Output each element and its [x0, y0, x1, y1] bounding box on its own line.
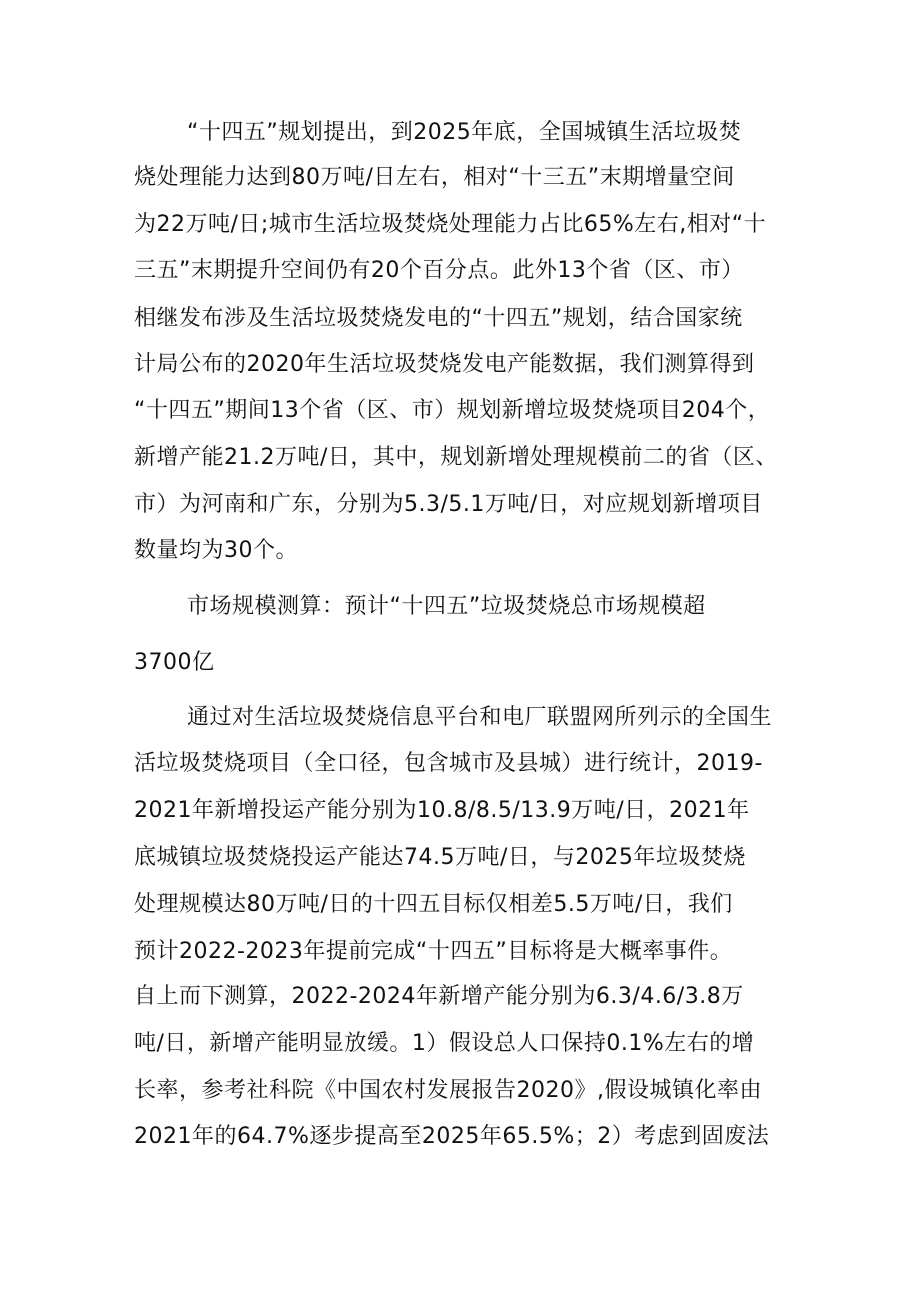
text-line-17: 处理规模达80万吨/日的十四五目标仅相差5.5万吨/日，我们 [134, 892, 733, 917]
text-line-19: 自上而下测算，2022-2024年新增产能分别为6.3/4.6/3.8万 [134, 984, 744, 1009]
text-line-4: 三五”末期提升空间仍有20个百分点。此外13个省（区、市） [134, 258, 744, 283]
text-line-20: 吨/日，新增产能明显放缓。1）假设总人口保持0.1%左右的增 [134, 1031, 755, 1056]
text-line-8: 新增产能21.2万吨/日，其中，规划新增处理规模前二的省（区、 [134, 445, 778, 470]
text-line-16: 底城镇垃圾焚烧投运产能达74.5万吨/日，与2025年垃圾焚烧 [134, 845, 746, 870]
text-line-6: 计局公布的2020年生活垃圾焚烧发电产能数据，我们测算得到 [134, 352, 755, 377]
section-heading-line-2: 3700亿 [134, 650, 215, 675]
text-line-3: 为22万吨/日;城市生活垃圾焚烧处理能力占比65%左右,相对“十 [134, 212, 767, 237]
text-line-1: “十四五”规划提出，到2025年底，全国城镇生活垃圾焚 [187, 120, 742, 145]
text-line-22: 2021年的64.7%逐步提高至2025年65.5%；2）考虑到固废法 [134, 1124, 770, 1149]
text-line-13: 通过对生活垃圾焚烧信息平台和电厂联盟网所列示的全国生 [187, 705, 773, 730]
text-line-14: 活垃圾焚烧项目（全口径，包含城市及县城）进行统计，2019- [134, 751, 763, 776]
section-heading-line-1: 市场规模测算：预计“十四五”垃圾焚烧总市场规模超 [187, 594, 706, 619]
text-line-9: 市）为河南和广东，分别为5.3/5.1万吨/日，对应规划新增项目 [134, 492, 763, 517]
text-line-21: 长率，参考社科院《中国农村发展报告2020》,假设城镇化率由 [134, 1078, 762, 1103]
text-line-10: 数量均为30个。 [134, 538, 298, 563]
text-line-5: 相继发布涉及生活垃圾焚烧发电的“十四五”规划，结合国家统 [134, 306, 743, 331]
text-line-7: “十四五”期间13个省（区、市）规划新增垃圾焚烧项目204个， [134, 398, 771, 423]
text-line-15: 2021年新增投运产能分别为10.8/8.5/13.9万吨/日，2021年 [134, 798, 750, 823]
text-line-18: 预计2022-2023年提前完成“十四五”目标将是大概率事件。 [134, 939, 733, 964]
text-line-2: 烧处理能力达到80万吨/日左右，相对“十三五”末期增量空间 [134, 165, 735, 190]
